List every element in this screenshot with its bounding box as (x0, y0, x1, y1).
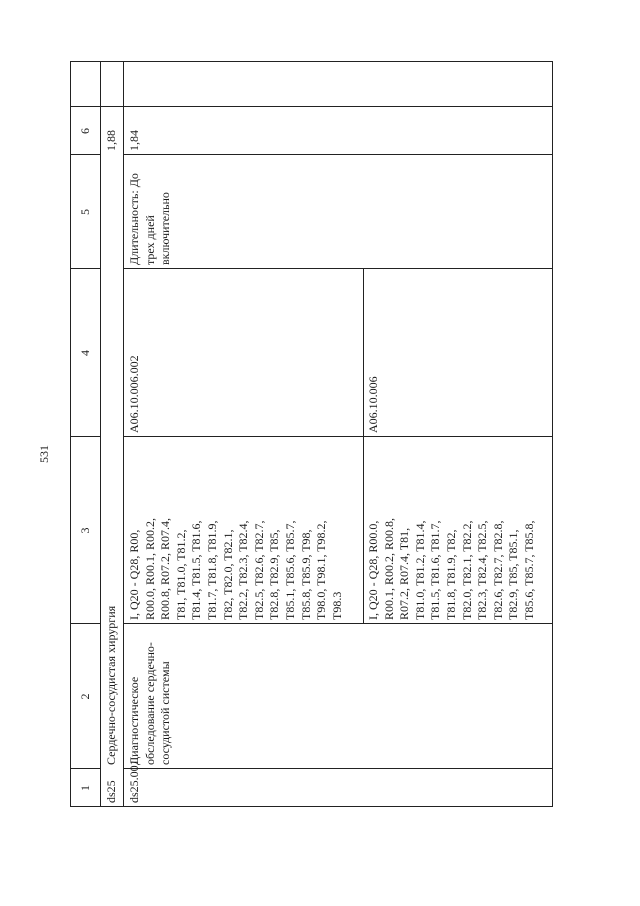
row-service-code-2: A06.10.006 (366, 376, 380, 433)
row-diagnosis-codes-1: I, Q20 - Q28, R00, R00.0, R00.1, R00.2, R00.8, R07.2, R07.4, T81, T81.0, T81.2, T81.4, T81.5, T81.6, T81.7, T81.8, T81.9, T82, T82.0, T82.1, T82.2, T82.3, T82.4, T82.5, T82.6, T82.7, T82.8, T82.9, T85, T85.1, T85.6, T85.7, T85.8, T85.9, T98, T98.0, T98.1, T98.2, T98.3 (127, 517, 344, 620)
header-col-3: 3 (78, 527, 92, 534)
subrow-divider (363, 269, 364, 624)
row-name: Диагностическое обследование сердечно-сосудистой системы (127, 642, 173, 765)
table-border-bottom (552, 61, 553, 807)
header-col-4: 4 (78, 350, 92, 356)
row-code: ds25.001 (127, 759, 141, 803)
row-coefficient: 1,84 (127, 130, 141, 151)
header-col-5: 5 (78, 209, 92, 215)
tariff-table (70, 61, 553, 807)
header-col-2: 2 (78, 693, 92, 700)
header-col-1: 1 (78, 785, 92, 791)
section-row-divider (123, 61, 124, 807)
col-divider-1 (123, 768, 553, 769)
header-col-6: 6 (78, 128, 92, 134)
row-condition: Длительность: До трех дней включительно (127, 173, 173, 265)
col-divider-3 (123, 436, 553, 437)
page-number: 531 (37, 445, 51, 463)
rotated-table-frame (70, 61, 553, 807)
col-divider-4 (123, 268, 553, 269)
table-border-top (70, 61, 71, 807)
row-diagnosis-codes-2: I, Q20 - Q28, R00.0, R00.1, R00.2, R00.8, R07.2, R07.4, T81, T81.0, T81.2, T81.4, T81.5, T81.6, T81.7, T81.8, T81.9, T82, T82.0, T82.1, T82.2, T82.3, T82.4, T82.5, T82.6, T82.7, T82.8, T82.9, T85, T85.1, T85.6, T85.7, T85.8, (366, 517, 536, 620)
header-row-divider (100, 61, 101, 807)
section-code: ds25 (104, 780, 118, 803)
col-divider-5 (123, 154, 553, 155)
table-border-left (70, 806, 553, 807)
section-title: Сердечно-сосудистая хирургия (104, 605, 118, 765)
section-coefficient: 1,88 (104, 130, 118, 151)
col-divider-6 (70, 106, 553, 107)
table-border-right (70, 61, 553, 62)
row-service-code-1: A06.10.006.002 (127, 355, 141, 433)
col-divider-2 (123, 623, 553, 624)
